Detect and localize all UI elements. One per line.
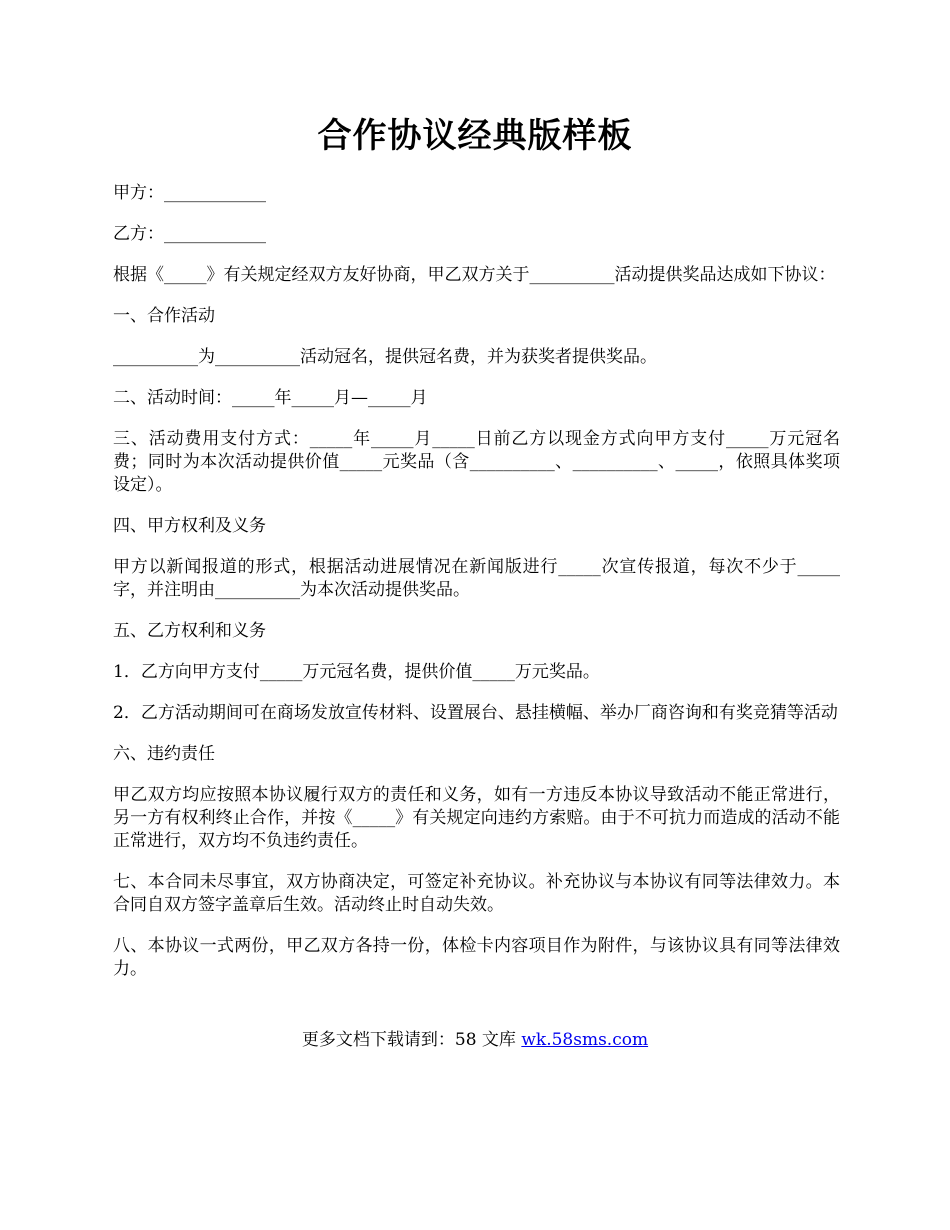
section-6-heading: 六、违约责任 [113,744,215,764]
document-title: 合作协议经典版样板 [317,116,633,156]
section-7-paragraph: 七、本合同未尽事宜，双方协商决定，可签定补充协议。补充协议与本协议有同等法律效力。本合同自双方签字盖章后生效。活动终止时自动失效。 [113,872,840,915]
footer-text: 更多文档下载请到：58 文库 [301,1030,522,1050]
section-5-item-1: 1．乙方向甲方支付_____万元冠名费，提供价值_____万元奖品。 [113,662,600,682]
preamble-paragraph: 根据《_____》有关规定经双方友好协商，甲乙双方关于__________活动提供奖品达成如下协议： [113,265,836,285]
section-1-content: __________为__________活动冠名，提供冠名费，并为获奖者提供奖品。 [113,347,657,367]
party-b-line: 乙方：____________ [113,224,266,244]
section-2-heading: 二、活动时间：_____年_____月—_____月 [113,388,428,408]
section-5-heading: 五、乙方权利和义务 [113,621,266,641]
section-8-paragraph: 八、本协议一式两份，甲乙双方各持一份，体检卡内容项目作为附件，与该协议具有同等法律效力。 [113,936,840,979]
section-6-content: 甲乙双方均应按照本协议履行双方的责任和义务，如有一方违反本协议导致活动不能正常进行，另一方有权利终止合作，并按《_____》有关规定向违约方索赔。由于不可抗力而造成的活动不能正常进行，双方均不负违约责任。 [113,785,840,851]
section-3-paragraph: 三、活动费用支付方式：_____年_____月_____日前乙方以现金方式向甲方支付_____万元冠名费；同时为本次活动提供价值_____元奖品（含__________、__________、_____，依照具体奖项设定）。 [113,429,840,495]
party-a-line: 甲方：____________ [113,183,266,203]
section-4-content: 甲方以新闻报道的形式，根据活动进展情况在新闻版进行_____次宣传报道，每次不少于_____字，并注明由__________为本次活动提供奖品。 [113,557,840,600]
document-footer [0,1029,950,1052]
document-body [113,182,840,999]
section-1-heading: 一、合作活动 [113,306,215,326]
section-4-heading: 四、甲方权利及义务 [113,516,266,536]
section-5-item-2: 2．乙方活动期间可在商场发放宣传材料、设置展台、悬挂横幅、举办厂商咨询和有奖竞猜等活动 [113,703,838,723]
footer-link[interactable]: wk.58sms.com [521,1030,649,1050]
